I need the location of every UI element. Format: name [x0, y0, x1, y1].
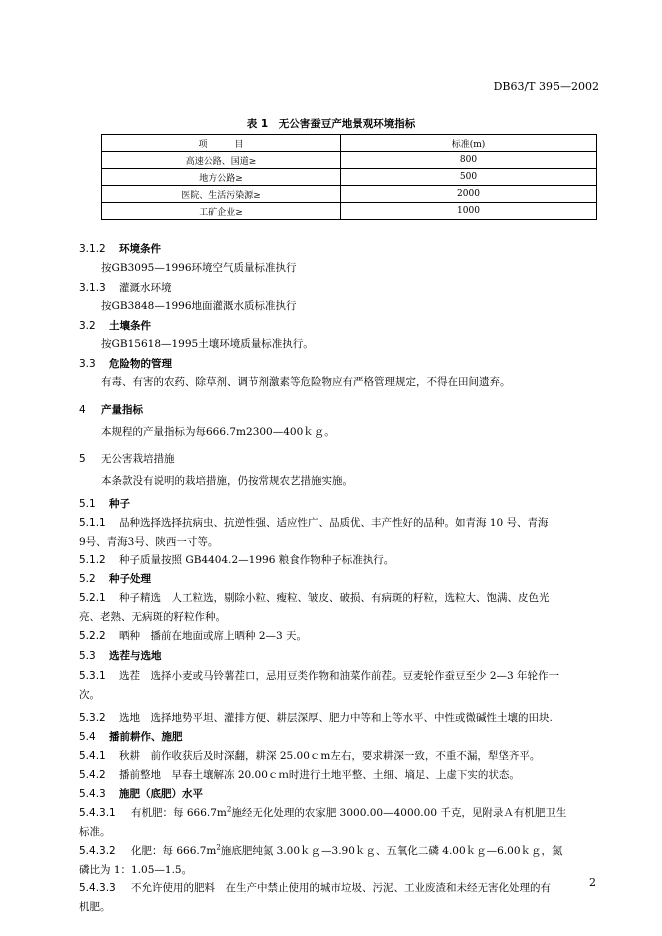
paragraph-5-4-3-1	[79, 805, 566, 820]
paragraph-5-1-2	[79, 552, 394, 567]
section-title: 土壤条件	[109, 320, 151, 332]
section-number: 5.4.3.3	[79, 882, 116, 894]
paragraph-text: 晒种 播前在地面或席上晒种 2—3 天。	[119, 630, 308, 642]
document-number: DB63/T 395—2002	[493, 80, 599, 93]
section-number: 3.1.3	[79, 282, 106, 294]
paragraph-text: 施经无化处理的农家肥 3000.00—4000.00 千克，见附录Ａ有机肥卫生	[231, 807, 567, 819]
section-title: 施肥（底肥）水平	[119, 788, 203, 800]
section-number: 5.1	[79, 498, 96, 510]
table-row	[102, 203, 597, 220]
heading-4	[79, 402, 143, 417]
paragraph-text: 有机肥：每 666.7m	[131, 807, 227, 819]
paragraph-text: 化肥：每 666.7m	[131, 845, 217, 857]
paragraph-text: 选茬 选择小麦或马铃薯茬口，忌用豆类作物和油菜作前茬。豆麦轮作蚕豆至少 2—3 年轮作一	[119, 670, 560, 682]
paragraph-5-3-1	[79, 668, 559, 683]
table-row	[102, 169, 597, 186]
paragraph-text: 选地 选择地势平坦、灌排方便、耕层深厚、肥力中等和上等水平、中性或微碱性土壤的田块.	[119, 712, 553, 724]
section-title: 危险物的管理	[109, 358, 172, 370]
paragraph-5-4-2	[79, 767, 520, 782]
heading-3-1-3	[79, 280, 172, 295]
column-header-item: 项 目	[102, 135, 341, 152]
table-cell-item: 医院、生活污染源≥	[102, 186, 341, 203]
table-cell-item: 高速公路、国道≥	[102, 152, 341, 169]
table-header-row	[102, 135, 597, 152]
section-title: 播前耕作、施肥	[109, 731, 183, 743]
page-number: 2	[589, 876, 596, 889]
paragraph-text: 品种选择选择抗病虫、抗逆性强、适应性广、品质优、丰产性好的品种。如青海 10 号、青海	[119, 517, 549, 529]
heading-5-1	[79, 496, 130, 511]
section-number: 4	[79, 404, 86, 416]
paragraph-text: 不允许使用的肥料 在生产中禁止使用的城市垃圾、污泥、工业废渣和未经无害化处理的有	[131, 882, 551, 894]
table-cell-value: 800	[341, 152, 597, 169]
superscript: 2	[216, 843, 221, 852]
section-title: 产量指标	[101, 404, 143, 416]
heading-5-3	[79, 648, 162, 663]
paragraph-text: 种子质量按照 GB4404.2—1996 粮食作物种子标准执行。	[119, 554, 395, 566]
paragraph-5-2-1	[79, 590, 550, 605]
paragraph-continuation: 磷比为 1：1.05—1.5。	[79, 864, 193, 876]
table-cell-value: 1000	[341, 203, 597, 220]
paragraph-text: 施底肥纯氮 3.00ｋｇ—3.90ｋｇ、五氧化二磷 4.00ｋｇ—6.00ｋｇ，氮	[220, 845, 563, 857]
section-number: 5.1.2	[79, 554, 106, 566]
section-number: 3.3	[79, 358, 96, 370]
paragraph-5-4-3-2	[79, 843, 563, 858]
heading-5-4	[79, 729, 183, 744]
section-number: 5.2	[79, 573, 96, 585]
paragraph-5-3-2	[79, 710, 553, 725]
paragraph-text: 播前整地 早春土壤解冻 20.00ｃｍ时进行土地平整、土细、墒足、上虚下实的状态。	[119, 769, 520, 781]
paragraph-5-4-1	[79, 748, 540, 763]
paragraph: 本条款没有说明的栽培措施，仍按常规农艺措施实施。	[101, 475, 353, 487]
paragraph: 按GB3848—1996地面灌溉水质标准执行	[101, 300, 297, 312]
section-number: 5.4.3.2	[79, 845, 116, 857]
paragraph-5-4-3-3	[79, 880, 551, 895]
section-number: 5.3	[79, 650, 96, 662]
section-title: 种子	[109, 498, 130, 510]
paragraph-continuation: 标准。	[79, 826, 111, 838]
paragraph-continuation: 次。	[79, 689, 100, 701]
section-number: 5	[79, 453, 86, 465]
paragraph-5-2-2	[79, 628, 307, 643]
section-title: 选茬与选地	[109, 650, 162, 662]
column-header-standard: 标准(m)	[341, 135, 597, 152]
section-number: 3.1.2	[79, 243, 106, 255]
heading-3-2	[79, 318, 151, 333]
table-row	[102, 152, 597, 169]
section-title: 无公害栽培措施	[101, 453, 175, 465]
heading-3-3	[79, 356, 172, 371]
environment-standard-table	[101, 134, 597, 220]
paragraph-continuation: 机肥。	[79, 901, 111, 913]
section-number: 5.2.2	[79, 630, 106, 642]
paragraph-text: 秋耕 前作收获后及时深翻，耕深 25.00ｃm左右，要求耕深一致，不重不漏，犁垡齐平。	[119, 750, 541, 762]
paragraph-text: 种子精选 人工粒选，剔除小粒、瘦粒、皱皮、破损、有病斑的籽粒，选粒大、饱满、皮色光	[119, 592, 550, 604]
heading-5-4-3	[79, 786, 203, 801]
heading-3-1-2	[79, 241, 161, 256]
paragraph: 本规程的产量指标为每666.7m2300—400ｋｇ。	[101, 426, 335, 438]
heading-5	[79, 451, 175, 466]
table-row	[102, 186, 597, 203]
section-number: 5.3.1	[79, 670, 106, 682]
section-number: 5.4.3	[79, 788, 106, 800]
section-number: 5.4.1	[79, 750, 106, 762]
section-number: 5.1.1	[79, 517, 106, 529]
table-cell-value: 2000	[341, 186, 597, 203]
section-number: 5.4.3.1	[79, 807, 116, 819]
table-cell-value: 500	[341, 169, 597, 186]
paragraph-5-1-1	[79, 515, 549, 530]
section-title: 环境条件	[119, 243, 161, 255]
paragraph: 按GB15618—1995土壤环境质量标准执行。	[101, 338, 314, 350]
superscript: 2	[226, 805, 232, 814]
paragraph: 按GB3095—1996环境空气质量标准执行	[101, 262, 297, 274]
paragraph-continuation: 亮、老熟、无病斑的籽粒作种。	[79, 611, 226, 623]
table-cell-item: 工矿企业≥	[102, 203, 341, 220]
paragraph-continuation: 9号、青海3号、陕西一寸等。	[79, 536, 219, 548]
section-number: 3.2	[79, 320, 96, 332]
section-number: 5.4.2	[79, 769, 106, 781]
section-title: 灌溉水环境	[119, 282, 172, 294]
section-number: 5.3.2	[79, 712, 106, 724]
table-caption: 表 1 无公害蚕豆产地景观环境指标	[246, 118, 416, 130]
section-title: 种子处理	[109, 573, 151, 585]
section-number: 5.4	[79, 731, 96, 743]
section-number: 5.2.1	[79, 592, 106, 604]
table-cell-item: 地方公路≥	[102, 169, 341, 186]
paragraph: 有毒、有害的农药、除草剂、调节剂激素等危险物应有严格管理规定，不得在田间遗弃。	[101, 376, 511, 388]
heading-5-2	[79, 571, 151, 586]
